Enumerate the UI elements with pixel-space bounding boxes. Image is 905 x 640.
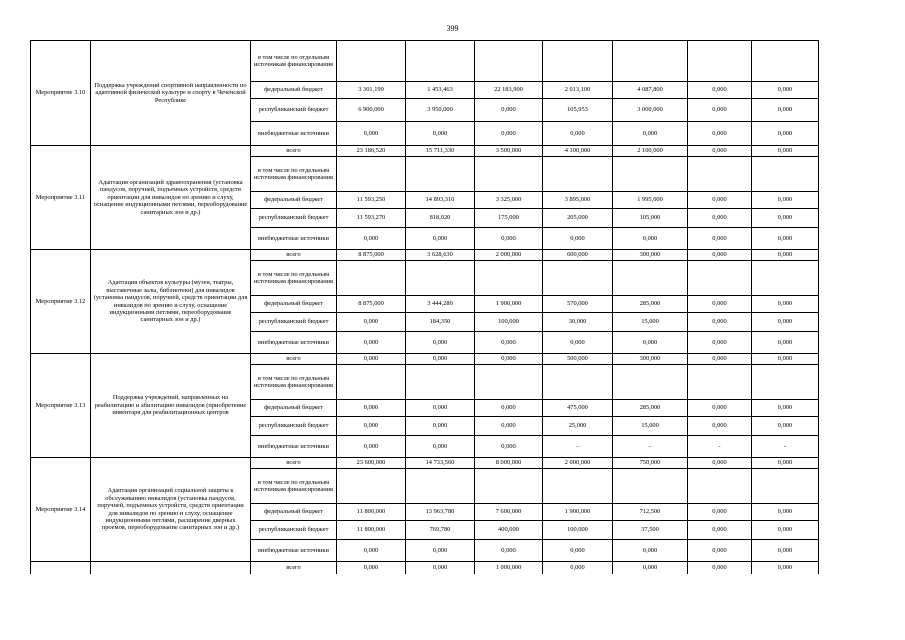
value-cell: 300,000: [613, 250, 688, 261]
value-cell: [543, 469, 613, 504]
value-cell: 22 183,900: [475, 82, 543, 99]
value-cell: 0,000: [475, 332, 543, 354]
value-cell: 15 711,330: [406, 146, 475, 157]
value-cell: 0,000: [688, 540, 752, 562]
value-cell: 712,500: [613, 504, 688, 521]
source-label: всего: [251, 250, 337, 261]
value-cell: 400,000: [475, 521, 543, 540]
table-row: [31, 250, 819, 261]
source-label: в том числе по отдельным источникам финансирования: [251, 41, 337, 82]
value-cell: 475,000: [543, 400, 613, 417]
value-cell: [543, 365, 613, 400]
source-label: федеральный бюджет: [251, 82, 337, 99]
value-cell: [475, 469, 543, 504]
financing-table: [30, 40, 819, 574]
value-cell: 0,000: [752, 82, 819, 99]
value-cell: 285,000: [613, 400, 688, 417]
source-label: всего: [251, 562, 337, 575]
value-cell: 0,000: [752, 146, 819, 157]
table-row: [31, 458, 819, 469]
value-cell: 0,000: [688, 313, 752, 332]
value-cell: 0,000: [337, 122, 406, 146]
value-cell: -: [613, 436, 688, 458]
value-cell: [543, 157, 613, 192]
source-label: внебюджетные источники: [251, 122, 337, 146]
value-cell: [688, 469, 752, 504]
source-label: всего: [251, 458, 337, 469]
measure-code: Мероприятие 3.13: [31, 354, 91, 458]
page-number: 399: [446, 24, 459, 33]
value-cell: 2 100,000: [613, 146, 688, 157]
value-cell: [688, 157, 752, 192]
value-cell: 0,000: [688, 250, 752, 261]
value-cell: 0,000: [752, 504, 819, 521]
value-cell: 0,000: [688, 417, 752, 436]
value-cell: 14 733,560: [406, 458, 475, 469]
value-cell: 0,000: [337, 417, 406, 436]
value-cell: 1 900,000: [475, 296, 543, 313]
measure-code: Мероприятие 3.14: [31, 458, 91, 562]
value-cell: 0,000: [752, 417, 819, 436]
value-cell: 7 600,000: [475, 504, 543, 521]
value-cell: 0,000: [475, 540, 543, 562]
value-cell: 23 600,000: [337, 458, 406, 469]
value-cell: 1 000,000: [475, 562, 543, 575]
value-cell: 0,000: [688, 122, 752, 146]
value-cell: [337, 469, 406, 504]
value-cell: 0,000: [752, 192, 819, 209]
value-cell: 0,000: [752, 99, 819, 122]
source-label: федеральный бюджет: [251, 192, 337, 209]
value-cell: 0,000: [752, 332, 819, 354]
value-cell: 0,000: [406, 354, 475, 365]
value-cell: 0,000: [406, 228, 475, 250]
table-row: [31, 146, 819, 157]
value-cell: 0,000: [688, 296, 752, 313]
value-cell: 0,000: [337, 540, 406, 562]
value-cell: [543, 261, 613, 296]
value-cell: 0,000: [752, 122, 819, 146]
source-label: республиканский бюджет: [251, 99, 337, 122]
value-cell: [406, 469, 475, 504]
value-cell: 0,000: [475, 436, 543, 458]
value-cell: 0,000: [475, 417, 543, 436]
value-cell: 0,000: [337, 228, 406, 250]
value-cell: 0,000: [752, 296, 819, 313]
value-cell: 0,000: [406, 540, 475, 562]
value-cell: 100,000: [475, 313, 543, 332]
value-cell: 11 800,000: [337, 504, 406, 521]
value-cell: [406, 365, 475, 400]
value-cell: 570,000: [543, 296, 613, 313]
value-cell: 3 500,000: [475, 146, 543, 157]
value-cell: [406, 261, 475, 296]
value-cell: 600,000: [543, 250, 613, 261]
value-cell: 0,000: [406, 400, 475, 417]
value-cell: 0,000: [688, 228, 752, 250]
value-cell: 184,350: [406, 313, 475, 332]
value-cell: 0,000: [688, 192, 752, 209]
source-label: всего: [251, 146, 337, 157]
value-cell: 0,000: [752, 209, 819, 228]
value-cell: 25,000: [543, 417, 613, 436]
value-cell: 1 453,463: [406, 82, 475, 99]
value-cell: 0,000: [543, 122, 613, 146]
value-cell: 13 963,780: [406, 504, 475, 521]
source-label: федеральный бюджет: [251, 400, 337, 417]
value-cell: 0,000: [688, 146, 752, 157]
value-cell: 0,000: [337, 313, 406, 332]
value-cell: [613, 261, 688, 296]
value-cell: 0,000: [543, 332, 613, 354]
value-cell: [752, 157, 819, 192]
measure-description: Адаптация объектов культуры (музеи, театры, выставочные залы, библиотеки) для инвалидов (установка пандусов, поручней, средств ориентации для инвалидов по зрению и слуху, оснащение индукционными петлями, переоборудование санитарных зон и др.): [91, 250, 251, 354]
value-cell: 0,000: [406, 332, 475, 354]
value-cell: [406, 41, 475, 82]
value-cell: [752, 469, 819, 504]
value-cell: 0,000: [543, 540, 613, 562]
value-cell: 0,000: [337, 436, 406, 458]
value-cell: [337, 261, 406, 296]
measure-description: Адаптация организаций социальной защиты к обслуживанию инвалидов (установка пандусов, поручней, подъемных устройств, средств ориентации для инвалидов по зрению и слуху, оснащение индукционными петлями, расширение дверных проемов, переоборудование санитарных зон и др.): [91, 458, 251, 562]
value-cell: [475, 157, 543, 192]
value-cell: 818,020: [406, 209, 475, 228]
value-cell: 500,000: [543, 354, 613, 365]
value-cell: [543, 41, 613, 82]
source-label: внебюджетные источники: [251, 332, 337, 354]
value-cell: [475, 41, 543, 82]
value-cell: [688, 365, 752, 400]
source-label: федеральный бюджет: [251, 296, 337, 313]
value-cell: 0,000: [406, 436, 475, 458]
value-cell: [688, 261, 752, 296]
value-cell: 0,000: [337, 400, 406, 417]
value-cell: 0,000: [752, 354, 819, 365]
source-label: в том числе по отдельным источникам финансирования: [251, 365, 337, 400]
source-label: внебюджетные источники: [251, 436, 337, 458]
value-cell: 750,000: [613, 458, 688, 469]
value-cell: 15,000: [613, 313, 688, 332]
value-cell: 0,000: [613, 562, 688, 575]
value-cell: [613, 157, 688, 192]
value-cell: 300,000: [613, 354, 688, 365]
value-cell: 0,000: [752, 228, 819, 250]
value-cell: [337, 365, 406, 400]
value-cell: -: [752, 436, 819, 458]
source-label: в том числе по отдельным источникам финансирования: [251, 157, 337, 192]
value-cell: [337, 157, 406, 192]
value-cell: 11 593,270: [337, 209, 406, 228]
value-cell: 14 893,310: [406, 192, 475, 209]
value-cell: [613, 41, 688, 82]
value-cell: -: [688, 436, 752, 458]
value-cell: 0,000: [688, 354, 752, 365]
value-cell: 0,000: [337, 354, 406, 365]
value-cell: 0,000: [337, 562, 406, 575]
source-label: республиканский бюджет: [251, 313, 337, 332]
source-label: федеральный бюджет: [251, 504, 337, 521]
value-cell: 3 895,000: [543, 192, 613, 209]
value-cell: 0,000: [688, 400, 752, 417]
value-cell: 2 013,100: [543, 82, 613, 99]
value-cell: 3 000,000: [613, 99, 688, 122]
value-cell: 37,500: [613, 521, 688, 540]
value-cell: [752, 41, 819, 82]
value-cell: 0,000: [475, 354, 543, 365]
value-cell: 0,000: [613, 332, 688, 354]
value-cell: 0,000: [406, 417, 475, 436]
value-cell: 0,000: [475, 228, 543, 250]
value-cell: 2 000,000: [543, 458, 613, 469]
value-cell: 6 900,000: [337, 99, 406, 122]
source-label: в том числе по отдельным источникам финансирования: [251, 261, 337, 296]
measure-code: Мероприятие 3.11: [31, 146, 91, 250]
value-cell: 0,000: [688, 332, 752, 354]
value-cell: 3 950,000: [406, 99, 475, 122]
value-cell: 23 186,520: [337, 146, 406, 157]
value-cell: 4 100,000: [543, 146, 613, 157]
source-label: всего: [251, 354, 337, 365]
value-cell: 2 000,000: [475, 250, 543, 261]
table-row: [31, 354, 819, 365]
value-cell: [752, 261, 819, 296]
measure-description: [91, 562, 251, 575]
value-cell: 3 301,190: [337, 82, 406, 99]
value-cell: 0,000: [337, 332, 406, 354]
value-cell: 3 444,280: [406, 296, 475, 313]
value-cell: 0,000: [543, 562, 613, 575]
value-cell: -: [543, 436, 613, 458]
value-cell: 0,000: [613, 228, 688, 250]
value-cell: 0,000: [475, 122, 543, 146]
value-cell: [752, 365, 819, 400]
source-label: республиканский бюджет: [251, 209, 337, 228]
table-row: [31, 41, 819, 82]
value-cell: 0,000: [543, 228, 613, 250]
value-cell: 0,000: [688, 209, 752, 228]
measure-description: Адаптация организаций здравоохранения (установка пандусов, поручней, подъемных устройств, средств ориентации для инвалидов по зрению и слуху, оснащение индукционными петлями, переоборудование санитарных зон и др.): [91, 146, 251, 250]
value-cell: 0,000: [613, 540, 688, 562]
value-cell: 175,000: [475, 209, 543, 228]
measure-code: Мероприятие 3.10: [31, 41, 91, 146]
value-cell: 0,000: [688, 458, 752, 469]
value-cell: 0,000: [752, 521, 819, 540]
value-cell: 105,000: [613, 209, 688, 228]
value-cell: 3 325,000: [475, 192, 543, 209]
value-cell: 3 628,630: [406, 250, 475, 261]
value-cell: 0,000: [752, 313, 819, 332]
value-cell: [613, 469, 688, 504]
value-cell: 4 087,800: [613, 82, 688, 99]
value-cell: 1 900,000: [543, 504, 613, 521]
value-cell: 105,953: [543, 99, 613, 122]
value-cell: 100,000: [543, 521, 613, 540]
value-cell: 0,000: [475, 99, 543, 122]
value-cell: 0,000: [406, 122, 475, 146]
value-cell: 769,780: [406, 521, 475, 540]
value-cell: [475, 261, 543, 296]
table-row: [31, 562, 819, 575]
value-cell: 0,000: [688, 521, 752, 540]
value-cell: [475, 365, 543, 400]
measure-description: Поддержка учреждений, направленных на реабилитацию и абилитацию инвалидов (приобретение инвентаря для реабилитационных центров: [91, 354, 251, 458]
value-cell: 0,000: [752, 540, 819, 562]
value-cell: [613, 365, 688, 400]
value-cell: 11 593,250: [337, 192, 406, 209]
value-cell: 1 995,000: [613, 192, 688, 209]
value-cell: 285,000: [613, 296, 688, 313]
value-cell: 15,000: [613, 417, 688, 436]
value-cell: [688, 41, 752, 82]
value-cell: 0,000: [752, 250, 819, 261]
measure-code: [31, 562, 91, 575]
value-cell: [406, 157, 475, 192]
value-cell: 0,000: [688, 99, 752, 122]
source-label: в том числе по отдельным источникам финансирования: [251, 469, 337, 504]
value-cell: 0,000: [752, 562, 819, 575]
value-cell: 11 800,000: [337, 521, 406, 540]
value-cell: 30,000: [543, 313, 613, 332]
source-label: республиканский бюджет: [251, 417, 337, 436]
value-cell: 8 000,000: [475, 458, 543, 469]
value-cell: 0,000: [752, 400, 819, 417]
value-cell: 0,000: [688, 562, 752, 575]
value-cell: 0,000: [475, 400, 543, 417]
value-cell: 8 875,000: [337, 250, 406, 261]
value-cell: 205,000: [543, 209, 613, 228]
value-cell: 0,000: [688, 82, 752, 99]
value-cell: 0,000: [752, 458, 819, 469]
value-cell: 0,000: [406, 562, 475, 575]
source-label: внебюджетные источники: [251, 228, 337, 250]
value-cell: 0,000: [613, 122, 688, 146]
source-label: внебюджетные источники: [251, 540, 337, 562]
value-cell: [337, 41, 406, 82]
source-label: республиканский бюджет: [251, 521, 337, 540]
measure-description: Поддержка учреждений спортивной направленности по адаптивной физической культуре и спорту в Чеченской Республике: [91, 41, 251, 146]
value-cell: 8 875,000: [337, 296, 406, 313]
measure-code: Мероприятие 3.12: [31, 250, 91, 354]
value-cell: 0,000: [688, 504, 752, 521]
